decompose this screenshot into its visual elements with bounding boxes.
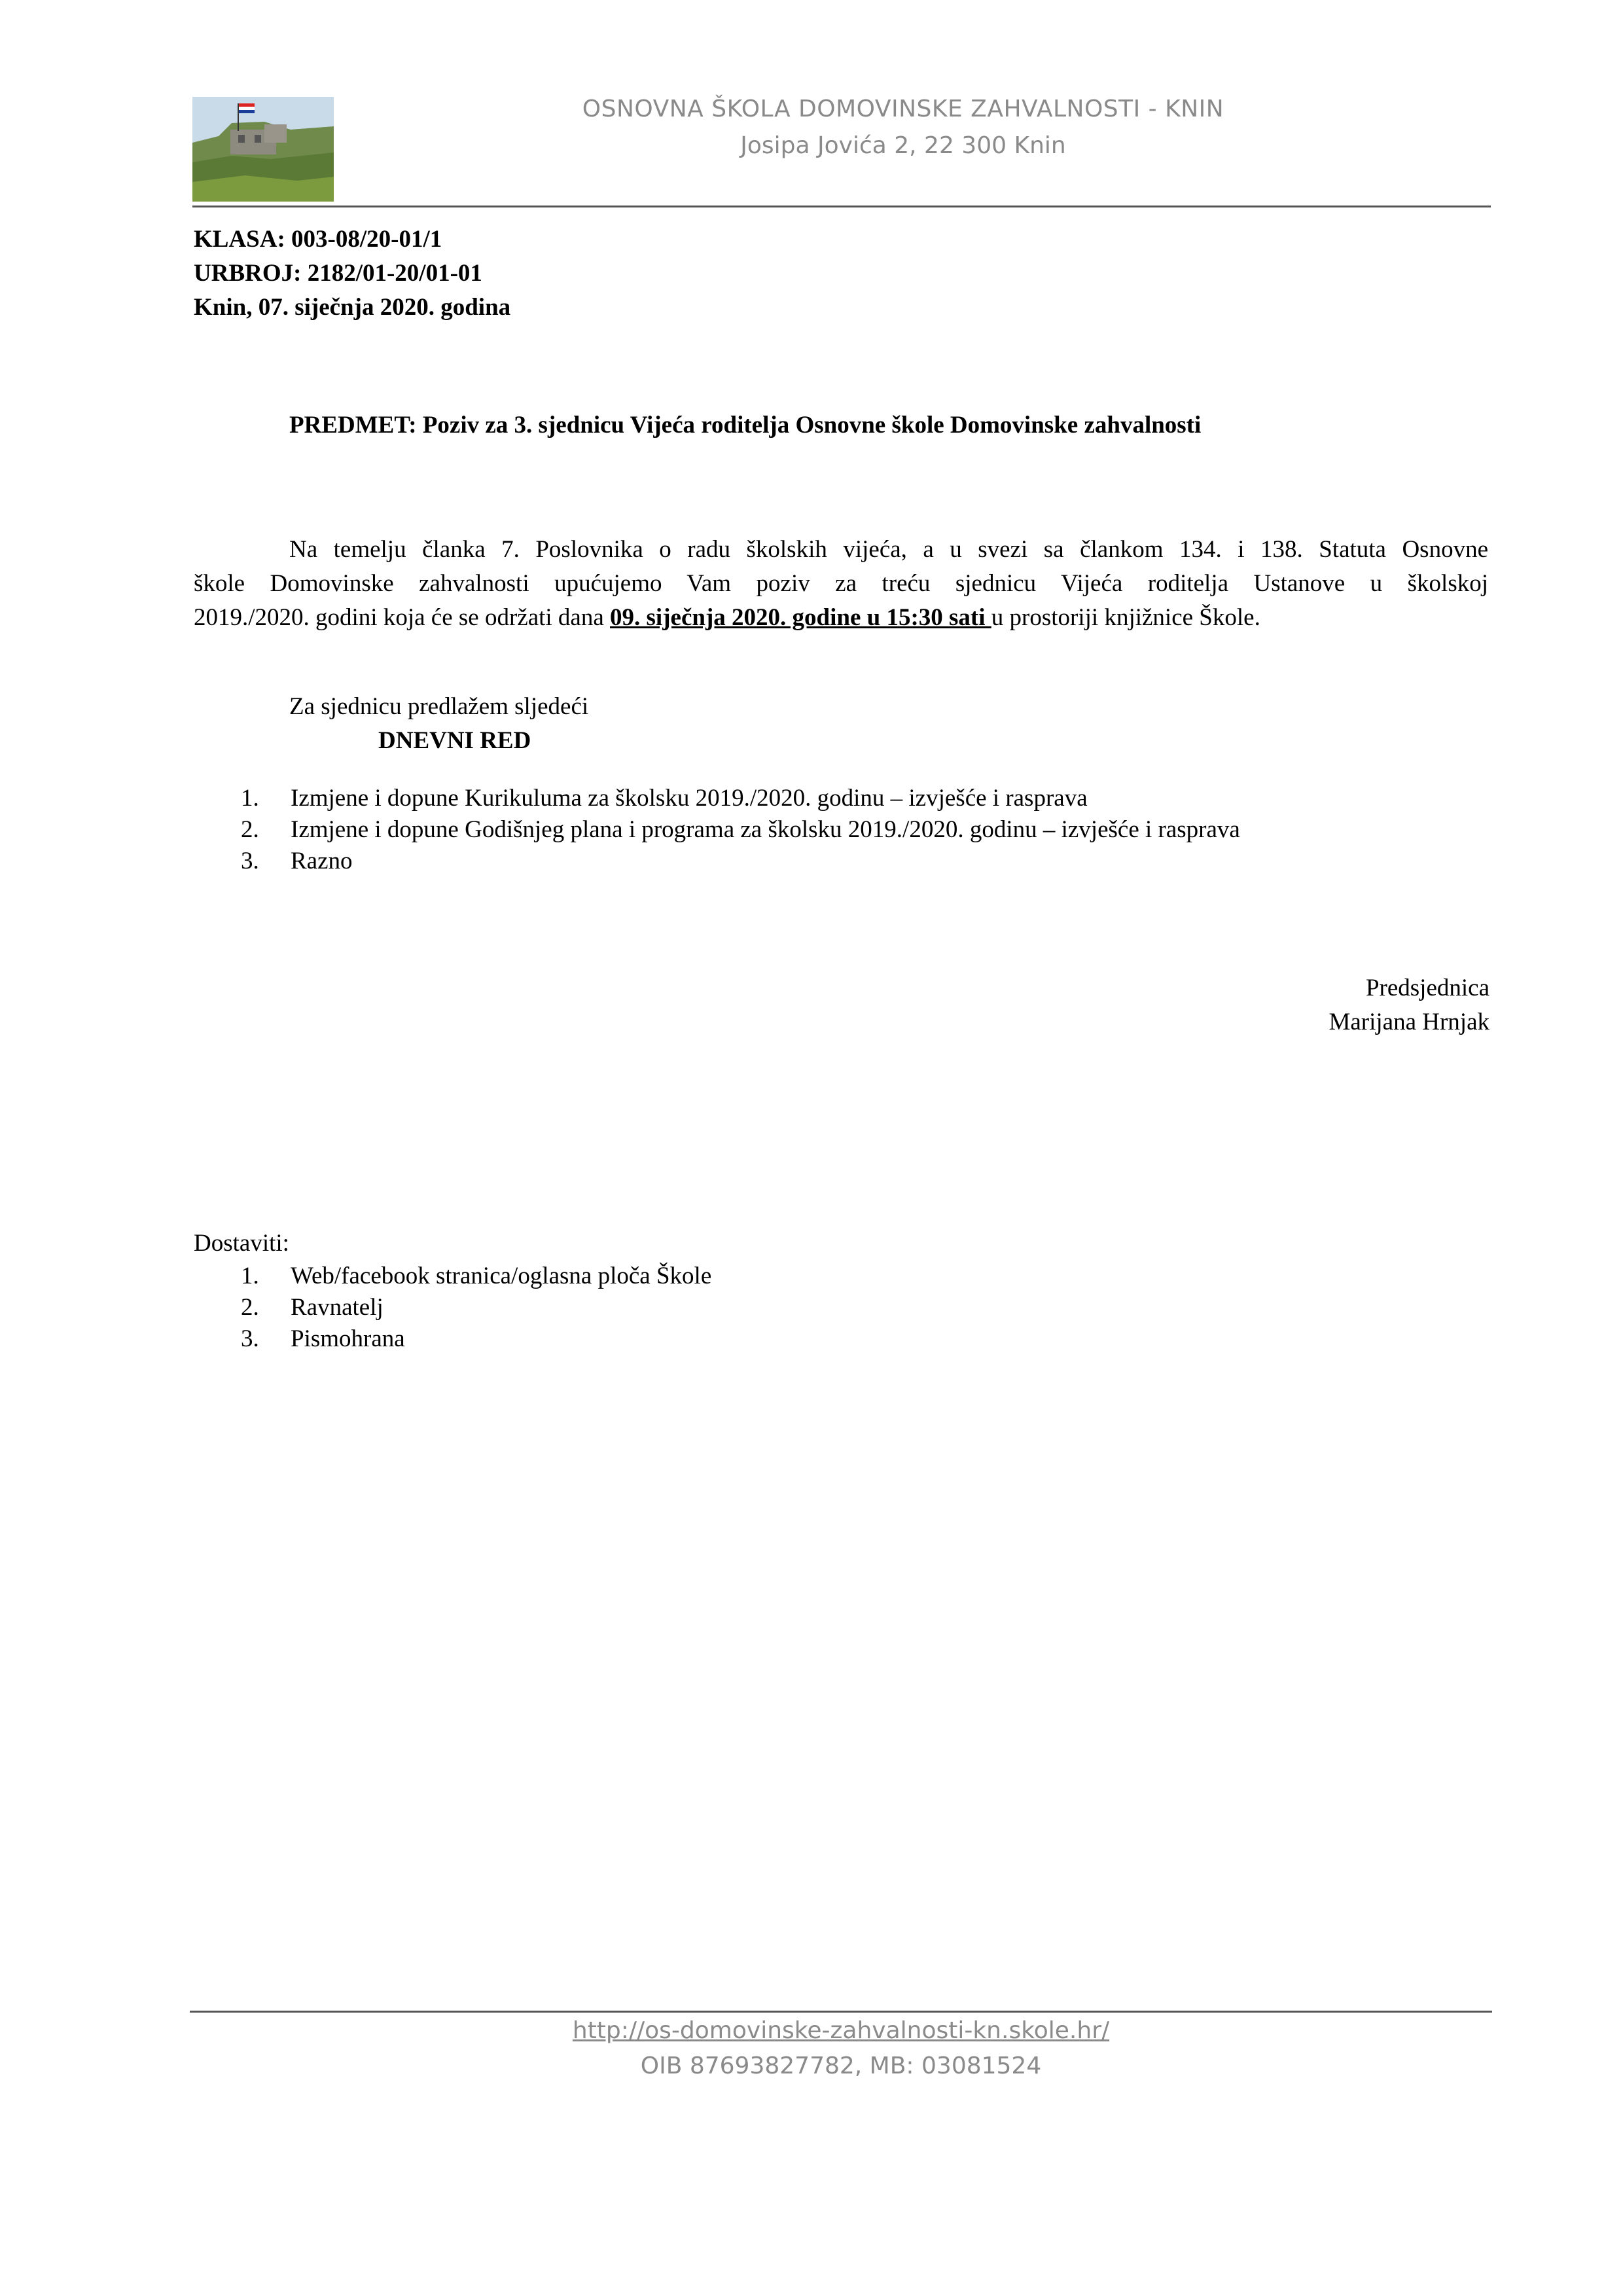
signature-role: Predsjednica: [1365, 975, 1489, 1001]
delivery-item: [241, 1323, 711, 1355]
delivery-item: [241, 1292, 711, 1323]
place-date: Knin, 07. siječnja 2020. godina: [194, 294, 511, 321]
delivery-item-number: 1.: [241, 1263, 259, 1289]
agenda-item-text: Razno: [291, 848, 353, 874]
footer-website: [190, 2017, 1492, 2044]
body-line-3: [194, 601, 1488, 635]
website-link[interactable]: http://os-domovinske-zahvalnosti-kn.skole.hr/: [572, 2017, 1110, 2044]
agenda-item-text: Izmjene i dopune Kurikuluma za školsku 2019./2020. godinu – izvješće i rasprava: [291, 785, 1088, 812]
delivery-item-text: Ravnatelj: [291, 1294, 383, 1321]
body-line-2: škole Domovinske zahvalnosti upućujemo Vam poziv za treću sjednicu Vijeća roditelja Ustanove u školskoj: [194, 570, 1488, 597]
agenda-item-text: Izmjene i dopune Godišnjeg plana i programa za školsku 2019./2020. godinu – izvješće i rasprava: [291, 816, 1240, 843]
body-line-3-pre: 2019./2020. godini koja će se održati dana: [194, 604, 611, 631]
fortress-image: [192, 97, 334, 202]
agenda-item-number: 2.: [241, 816, 259, 843]
footer-divider: [190, 2011, 1492, 2013]
body-line-1: Na temelju članka 7. Poslovnika o radu školskih vijeća, a u svezi sa člankom 134. i 138. Statuta Osnovne: [289, 536, 1488, 563]
klasa-number: KLASA: 003-08/20-01/1: [194, 226, 442, 253]
delivery-item-number: 3.: [241, 1325, 259, 1352]
agenda-item-number: 1.: [241, 785, 259, 812]
school-name: OSNOVNA ŠKOLA DOMOVINSKE ZAHVALNOSTI - KNIN: [582, 96, 1224, 122]
delivery-list: [241, 1261, 711, 1355]
agenda-item: [241, 814, 1240, 846]
body-line-3-post: u prostoriji knjižnice Škole.: [991, 604, 1260, 631]
school-logo-photo: [192, 97, 334, 202]
delivery-item-number: 2.: [241, 1294, 259, 1321]
school-address: Josipa Jovića 2, 22 300 Knin: [740, 132, 1066, 159]
subject-line: PREDMET: Poziv za 3. sjednicu Vijeća roditelja Osnovne škole Domovinske zahvalnosti: [289, 412, 1202, 439]
urbroj-number: URBROJ: 2182/01-20/01-01: [194, 260, 482, 287]
invitation-body: [194, 533, 1488, 635]
agenda-item-number: 3.: [241, 848, 259, 874]
agenda-item: [241, 783, 1240, 814]
agenda-list: [241, 783, 1240, 877]
header-divider: [192, 206, 1491, 207]
delivery-item: [241, 1261, 711, 1292]
footer-oib: OIB 87693827782, MB: 03081524: [640, 2053, 1042, 2079]
signature-block: [1329, 971, 1489, 1039]
meeting-datetime: 09. siječnja 2020. godine u 15:30 sati: [610, 604, 991, 631]
delivery-item-text: Pismohrana: [291, 1325, 405, 1352]
delivery-item-text: Web/facebook stranica/oglasna ploča Škole: [291, 1263, 712, 1289]
signature-name: Marijana Hrnjak: [1329, 1009, 1489, 1035]
agenda-intro: Za sjednicu predlažem sljedeći: [289, 693, 589, 720]
document-meta: [194, 223, 510, 325]
delivery-title: Dostaviti:: [194, 1230, 289, 1257]
agenda-item: [241, 846, 1240, 877]
agenda-title: DNEVNI RED: [378, 727, 531, 754]
